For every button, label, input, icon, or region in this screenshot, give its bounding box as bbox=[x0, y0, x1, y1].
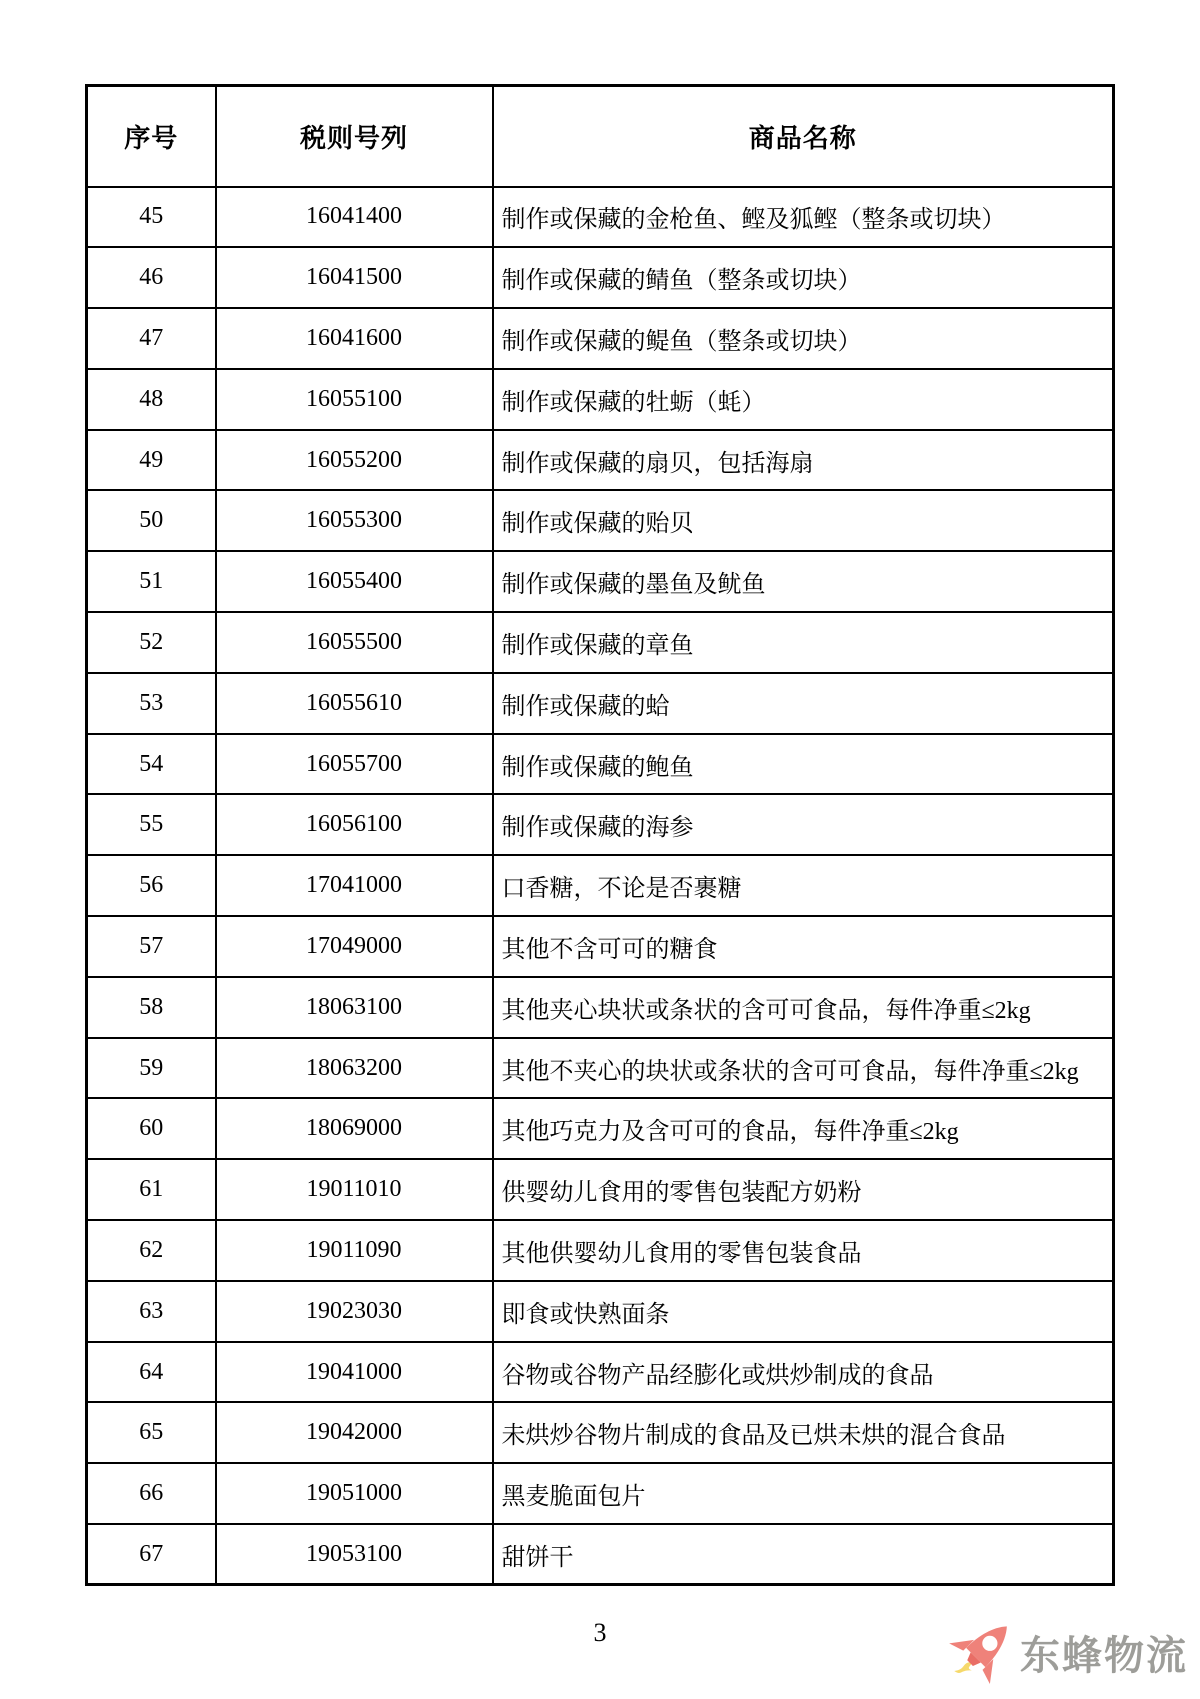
tariff-code-cell: 16055700 bbox=[216, 734, 493, 795]
product-name-cell: 甜饼干 bbox=[493, 1524, 1114, 1585]
column-header-product-name: 商品名称 bbox=[493, 86, 1114, 187]
tariff-code-cell: 18063100 bbox=[216, 977, 493, 1038]
tariff-code-cell: 19041000 bbox=[216, 1342, 493, 1403]
tariff-code-cell: 17049000 bbox=[216, 916, 493, 977]
table-row bbox=[87, 187, 1114, 248]
tariff-code-cell: 16055500 bbox=[216, 612, 493, 673]
product-name-cell: 制作或保藏的海参 bbox=[493, 794, 1114, 855]
table-row bbox=[87, 551, 1114, 612]
tariff-code-cell: 16055610 bbox=[216, 673, 493, 734]
product-name-cell: 制作或保藏的蛤 bbox=[493, 673, 1114, 734]
row-index-cell: 48 bbox=[87, 369, 216, 430]
table-row bbox=[87, 1159, 1114, 1220]
table-row bbox=[87, 916, 1114, 977]
table-row bbox=[87, 977, 1114, 1038]
table-row bbox=[87, 794, 1114, 855]
product-name-cell: 其他巧克力及含可可的食品，每件净重≤2kg bbox=[493, 1098, 1114, 1159]
table-row bbox=[87, 1038, 1114, 1099]
table-row bbox=[87, 430, 1114, 491]
logo bbox=[938, 1610, 1188, 1694]
page-number: 3 bbox=[593, 1618, 607, 1647]
rocket-icon bbox=[938, 1610, 1018, 1694]
table-row bbox=[87, 1220, 1114, 1281]
row-index-cell: 54 bbox=[87, 734, 216, 795]
logo-text: 东蜂物流 bbox=[1020, 1633, 1188, 1678]
row-index-cell: 52 bbox=[87, 612, 216, 673]
row-index-cell: 63 bbox=[87, 1281, 216, 1342]
product-name-cell: 制作或保藏的墨鱼及鱿鱼 bbox=[493, 551, 1114, 612]
table-row bbox=[87, 1402, 1114, 1463]
product-name-cell: 口香糖，不论是否裹糖 bbox=[493, 855, 1114, 916]
row-index-cell: 64 bbox=[87, 1342, 216, 1403]
row-index-cell: 55 bbox=[87, 794, 216, 855]
tariff-table bbox=[85, 84, 1115, 1586]
product-name-cell: 未烘炒谷物片制成的食品及已烘未烘的混合食品 bbox=[493, 1402, 1114, 1463]
row-index-cell: 53 bbox=[87, 673, 216, 734]
row-index-cell: 46 bbox=[87, 247, 216, 308]
row-index-cell: 62 bbox=[87, 1220, 216, 1281]
product-name-cell: 黑麦脆面包片 bbox=[493, 1463, 1114, 1524]
column-header-index: 序号 bbox=[87, 86, 216, 187]
row-index-cell: 59 bbox=[87, 1038, 216, 1099]
row-index-cell: 51 bbox=[87, 551, 216, 612]
tariff-code-cell: 18063200 bbox=[216, 1038, 493, 1099]
tariff-table-body bbox=[87, 187, 1114, 1585]
tariff-code-cell: 17041000 bbox=[216, 855, 493, 916]
product-name-cell: 制作或保藏的鳀鱼（整条或切块） bbox=[493, 308, 1114, 369]
product-name-cell: 其他夹心块状或条状的含可可食品，每件净重≤2kg bbox=[493, 977, 1114, 1038]
tariff-code-cell: 16055100 bbox=[216, 369, 493, 430]
tariff-code-cell: 19042000 bbox=[216, 1402, 493, 1463]
tariff-code-cell: 19051000 bbox=[216, 1463, 493, 1524]
table-row bbox=[87, 1463, 1114, 1524]
tariff-code-cell: 19023030 bbox=[216, 1281, 493, 1342]
table-row bbox=[87, 1342, 1114, 1403]
column-header-tariff-code: 税则号列 bbox=[216, 86, 493, 187]
tariff-code-cell: 16055200 bbox=[216, 430, 493, 491]
product-name-cell: 制作或保藏的扇贝，包括海扇 bbox=[493, 430, 1114, 491]
table-row bbox=[87, 612, 1114, 673]
tariff-code-cell: 16041600 bbox=[216, 308, 493, 369]
tariff-code-cell: 16055300 bbox=[216, 490, 493, 551]
row-index-cell: 47 bbox=[87, 308, 216, 369]
tariff-code-cell: 18069000 bbox=[216, 1098, 493, 1159]
table-row bbox=[87, 855, 1114, 916]
product-name-cell: 其他供婴幼儿食用的零售包装食品 bbox=[493, 1220, 1114, 1281]
product-name-cell: 制作或保藏的贻贝 bbox=[493, 490, 1114, 551]
product-name-cell: 制作或保藏的金枪鱼、鲣及狐鲣（整条或切块） bbox=[493, 187, 1114, 248]
table-row bbox=[87, 1281, 1114, 1342]
product-name-cell: 谷物或谷物产品经膨化或烘炒制成的食品 bbox=[493, 1342, 1114, 1403]
tariff-code-cell: 16055400 bbox=[216, 551, 493, 612]
row-index-cell: 56 bbox=[87, 855, 216, 916]
tariff-code-cell: 19053100 bbox=[216, 1524, 493, 1585]
table-row bbox=[87, 490, 1114, 551]
table-row bbox=[87, 734, 1114, 795]
table-row bbox=[87, 673, 1114, 734]
row-index-cell: 50 bbox=[87, 490, 216, 551]
row-index-cell: 57 bbox=[87, 916, 216, 977]
row-index-cell: 65 bbox=[87, 1402, 216, 1463]
row-index-cell: 60 bbox=[87, 1098, 216, 1159]
table-row bbox=[87, 1524, 1114, 1585]
row-index-cell: 61 bbox=[87, 1159, 216, 1220]
product-name-cell: 其他不夹心的块状或条状的含可可食品，每件净重≤2kg bbox=[493, 1038, 1114, 1099]
product-name-cell: 其他不含可可的糖食 bbox=[493, 916, 1114, 977]
tariff-code-cell: 19011010 bbox=[216, 1159, 493, 1220]
product-name-cell: 制作或保藏的章鱼 bbox=[493, 612, 1114, 673]
product-name-cell: 供婴幼儿食用的零售包装配方奶粉 bbox=[493, 1159, 1114, 1220]
row-index-cell: 67 bbox=[87, 1524, 216, 1585]
row-index-cell: 58 bbox=[87, 977, 216, 1038]
row-index-cell: 45 bbox=[87, 187, 216, 248]
tariff-code-cell: 16056100 bbox=[216, 794, 493, 855]
row-index-cell: 66 bbox=[87, 1463, 216, 1524]
product-name-cell: 制作或保藏的鲍鱼 bbox=[493, 734, 1114, 795]
tariff-code-cell: 16041400 bbox=[216, 187, 493, 248]
table-row bbox=[87, 369, 1114, 430]
table-row bbox=[87, 247, 1114, 308]
product-name-cell: 制作或保藏的鲭鱼（整条或切块） bbox=[493, 247, 1114, 308]
product-name-cell: 制作或保藏的牡蛎（蚝） bbox=[493, 369, 1114, 430]
row-index-cell: 49 bbox=[87, 430, 216, 491]
tariff-code-cell: 19011090 bbox=[216, 1220, 493, 1281]
product-name-cell: 即食或快熟面条 bbox=[493, 1281, 1114, 1342]
tariff-code-cell: 16041500 bbox=[216, 247, 493, 308]
table-row bbox=[87, 308, 1114, 369]
table-header-row bbox=[87, 86, 1114, 187]
table-row bbox=[87, 1098, 1114, 1159]
